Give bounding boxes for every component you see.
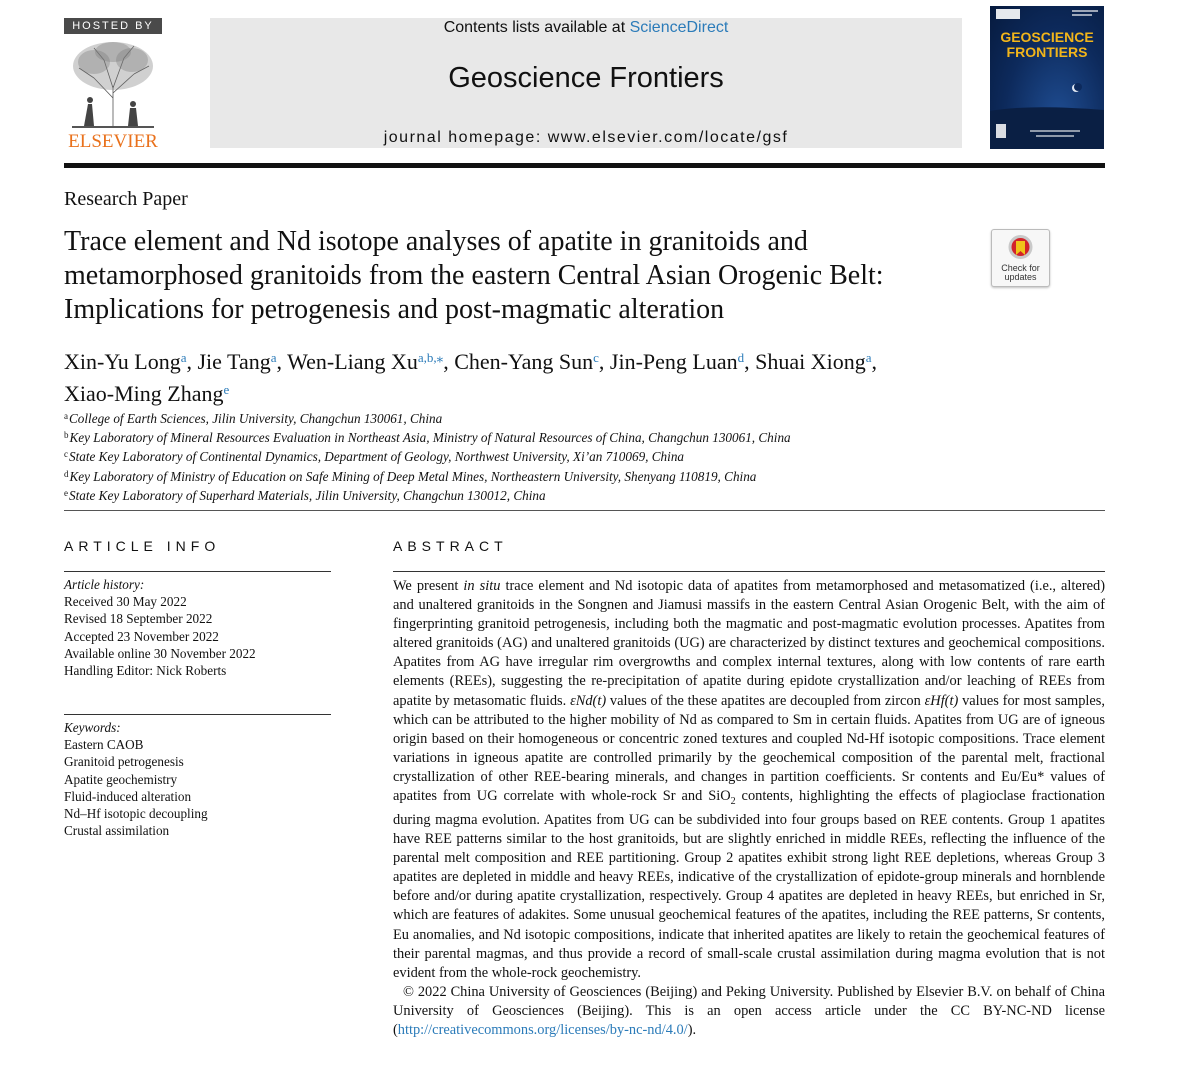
- abstract-heading: ABSTRACT: [393, 538, 508, 554]
- hosted-by-label: HOSTED BY: [64, 18, 162, 34]
- article-title: Trace element and Nd isotope analyses of apatite in granitoids and metamorphosed granitoids from the eastern Central Asian Orogenic Belt: Implications for petrogenesis and post-magmatic alteration: [64, 226, 884, 325]
- author-affil-marker[interactable]: a,b,⁎: [417, 350, 444, 365]
- article-history: [64, 576, 331, 679]
- author-affil-marker[interactable]: e: [223, 382, 230, 397]
- author-list: Xin-Yu Long$^a$, Jie Tang$^a$, Wen-Liang $Xu^{a,b,⁎}$, Chen-Yang Sun$^c$, Jin-Peng Luan$^d$, Shuai Xiong$^a$, Xiao-Ming Zhang$^e$: [64, 349, 878, 406]
- author[interactable]: Jie Tang$^a$: [197, 349, 277, 374]
- affiliation: $^a$College of Earth Sciences, Jilin University, Changchun 130061, China: [64, 411, 443, 426]
- history-item: Available online 30 November 2022: [64, 645, 256, 661]
- cover-title-line1: GEOSCIENCE: [1000, 29, 1094, 45]
- article-info-heading: ARTICLE INFO: [64, 538, 221, 554]
- history-item: Accepted 23 November 2022: [64, 628, 219, 644]
- author[interactable]: Xiao-Ming Zhang$^e$: [64, 381, 230, 406]
- cover-title: [990, 30, 1104, 60]
- check-updates-line1: Check for: [1001, 263, 1040, 273]
- keywords-rule: [64, 714, 331, 715]
- history-item: Revised 18 September 2022: [64, 611, 213, 627]
- history-item: Handling Editor: Nick Roberts: [64, 663, 227, 679]
- abstract-body: [393, 577, 1105, 1040]
- journal-homepage[interactable]: journal homepage: www.elsevier.com/locate/gsf: [383, 129, 789, 146]
- section-rule: [64, 510, 1105, 511]
- history-label: Article history:: [64, 577, 145, 592]
- check-updates-line2: updates: [1004, 272, 1037, 282]
- affiliation-list: [64, 408, 1064, 504]
- author-affil-marker[interactable]: a: [270, 350, 277, 365]
- epsilon-hf-symbol: εHf(t): [924, 692, 959, 709]
- author-affil-marker[interactable]: d: [737, 350, 745, 365]
- copyright-notice: © 2022 China University of Geosciences (Beijing) and Peking University. Published by Elsevier B.V. on behalf of China University of Geosciences (Beijing). This is an open access article under the CC BY-NC-ND license (http://creativecommons.org/licenses/by-nc-nd/4.0/).: [393, 983, 1105, 1039]
- author-affil-marker[interactable]: a: [865, 350, 872, 365]
- journal-cover[interactable]: [990, 6, 1104, 149]
- author[interactable]: Chen-Yang Sun$^c$: [454, 349, 599, 374]
- author[interactable]: Shuai Xiong$^a$: [755, 349, 872, 374]
- epsilon-nd-symbol: εNd(t): [570, 692, 607, 709]
- affiliation: $^e$State Key Laboratory of Superhard Materials, Jilin University, Changchun 130012, China: [64, 487, 546, 503]
- history-item: Received 30 May 2022: [64, 594, 187, 610]
- keyword-item[interactable]: Granitoid petrogenesis: [64, 754, 184, 770]
- contents-line: [210, 19, 962, 37]
- elsevier-tree-logo[interactable]: [64, 38, 162, 130]
- abstract-rule: [393, 571, 1105, 572]
- elsevier-wordmark: ELSEVIER: [68, 131, 158, 152]
- author[interactable]: Wen-Liang $Xu^{a,b,⁎}$: [287, 349, 444, 374]
- keywords: [64, 719, 331, 839]
- abstract-paragraph: We present in situ trace element and Nd isotopic data of apatites from metamorphosed and metasomatized (i.e., altered) and unaltered granitoids in the Songnen and Jiamusi massifs in the eastern Central Asian Orogenic Belt, with the aim of fingerprinting granitoid petrogenesis, including both the magmatic and post-magmatic evolution processes. Apatites from altered granitoids (AG) and unaltered granitoids (UG) are characterized by distinct textures and geochemical compositions. Apatites from AG have irregular rim overgrowths and complex internal textures, along with low contents of rare earth elements (REEs), suggesting the re-precipitation of apatite during epidote crystallization and/or leaching of REEs from apatite by metasomatic fluids. εNd(t) values of the these apatites are decoupled from zircon εHf(t) values for most samples, which can be attributed to the higher mobility of Nd as compared to Sm in certain fluids. Apatites from UG are of igneous origin based on their homogeneous or concentric zoned textures and coupled Nd-Hf isotopic compositions. Trace element variations in igneous apatite are controlled primarily by the geochemical composition of the parental melt, fractional crystallization of other REE-bearing minerals, and changes in partition coefficients. Sr contents and Eu/Eu* values of apatites from UG correlate with whole-rock Sr and SiO$_2$ contents, highlighting the effects of plagioclase fractionation during magma evolution. Apatites from UG can be subdivided into four groups based on REE contents. Group 1 apatites have REE patterns similar to the host granitoids, but are slightly enriched in middle REEs, reflecting the influence of the parental melt composition and REE partitioning. Group 2 apatites exhibit strong light REE depletions, whereas Group 3 apatites are depleted in middle and heavy REEs, indicative of the crystallization of epidote-group minerals and hornblende before and/or during apatite crystallization, respectively. Group 4 apatites are depleted in heavy REEs, but enriched in Sr, which are features of adakites. Some unusual geochemical features of the apatites, including the REE patterns, Sr contents, Eu anomalies, and Nd isotopic compositions, indicate that inherited apatites are likely to retain the geochemical features of their parental magmas, and thus provide a record of small-scale crustal assimilation during magma evolution that is not evident from the whole-rock geochemistry.: [393, 578, 1106, 981]
- cover-art: [990, 6, 1104, 149]
- cover-title-line2: FRONTIERS: [1006, 44, 1088, 60]
- affiliation: $^b$Key Laboratory of Mineral Resources Evaluation in Northeast Asia, Ministry of Natural Resources of China, Changchun 130061, China: [64, 430, 791, 446]
- journal-banner: [210, 18, 962, 148]
- affiliation: $^c$State Key Laboratory of Continental Dynamics, Department of Geology, Northwest University, Xi’an 710069, China: [64, 449, 685, 465]
- check-updates-icon: [992, 230, 1049, 266]
- keyword-item[interactable]: Eastern CAOB: [64, 737, 144, 753]
- journal-name[interactable]: Geoscience Frontiers: [448, 62, 724, 94]
- author-affil-marker[interactable]: c: [593, 350, 599, 365]
- keyword-item[interactable]: Crustal assimilation: [64, 823, 170, 839]
- keywords-label: Keywords:: [64, 720, 121, 735]
- article-type: Research Paper: [64, 188, 188, 210]
- affiliation: $^d$Key Laboratory of Ministry of Education on Safe Mining of Deep Metal Mines, Northeastern University, Shenyang 110819, China: [64, 468, 757, 484]
- keyword-item[interactable]: Fluid-induced alteration: [64, 788, 192, 804]
- author[interactable]: Jin-Peng Luan$^d$: [609, 349, 745, 374]
- check-for-updates-button[interactable]: [991, 229, 1050, 287]
- sciencedirect-link[interactable]: ScienceDirect: [629, 19, 729, 36]
- keyword-item[interactable]: Nd–Hf isotopic decoupling: [64, 806, 208, 822]
- author[interactable]: Xin-Yu Long$^a$: [64, 349, 187, 374]
- contents-prefix: Contents lists available at: [443, 19, 630, 36]
- article-info-rule: [64, 571, 331, 572]
- check-updates-label: [992, 264, 1049, 282]
- author-affil-marker[interactable]: a: [180, 350, 187, 365]
- license-link[interactable]: http://creativecommons.org/licenses/by-nc-nd/4.0/: [397, 1022, 688, 1039]
- keyword-item[interactable]: Apatite geochemistry: [64, 771, 178, 787]
- header-rule: [64, 163, 1105, 168]
